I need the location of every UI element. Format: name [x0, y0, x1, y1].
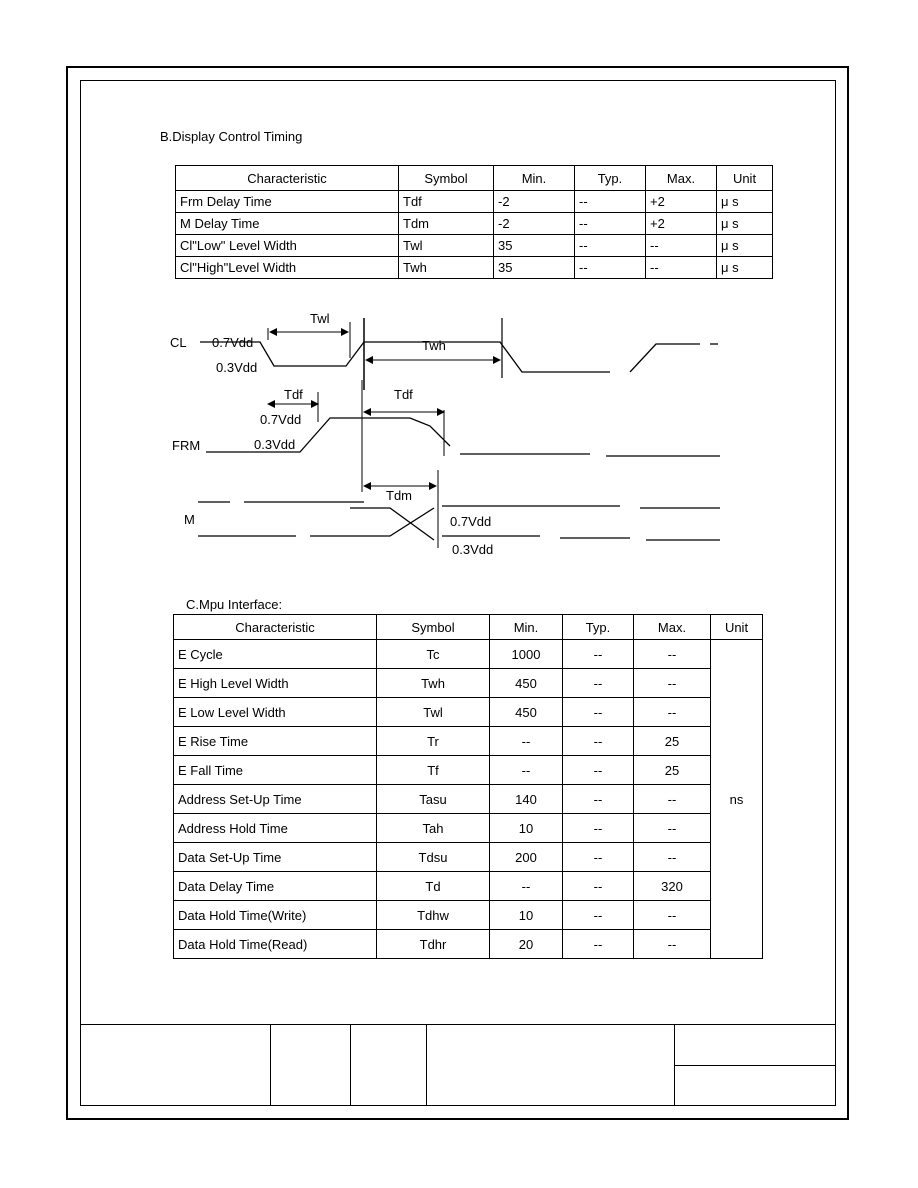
cell-symbol: Tdhw — [377, 901, 490, 930]
section-b-title: B.Display Control Timing — [160, 129, 303, 144]
cell-max: -- — [634, 640, 711, 669]
twl-label: Twl — [310, 311, 330, 326]
cell-max: 25 — [634, 756, 711, 785]
cell-typ: -- — [575, 235, 646, 257]
table-row — [174, 785, 763, 814]
cell-characteristic: Address Set-Up Time — [174, 785, 377, 814]
table-row — [174, 814, 763, 843]
cell-characteristic: Cl"Low" Level Width — [176, 235, 399, 257]
table-row — [174, 640, 763, 669]
cell-min: 35 — [494, 257, 575, 279]
cell-unit: μ s — [717, 257, 773, 279]
cl-03vdd-label: 0.3Vdd — [216, 360, 258, 375]
cell-characteristic: E Cycle — [174, 640, 377, 669]
cell-symbol: Tah — [377, 814, 490, 843]
tdf-label-right: Tdf — [394, 387, 413, 402]
cl-waveform — [200, 342, 718, 372]
table-row — [174, 669, 763, 698]
cell-max: -- — [634, 901, 711, 930]
cell-min: -2 — [494, 191, 575, 213]
cell-max: -- — [634, 843, 711, 872]
cell-characteristic: Data Delay Time — [174, 872, 377, 901]
table-row — [174, 843, 763, 872]
header-symbol: Symbol — [377, 615, 490, 640]
cell-typ: -- — [563, 640, 634, 669]
twh-label: Twh — [422, 338, 446, 353]
cell-symbol: Twh — [399, 257, 494, 279]
frm-label: FRM — [172, 438, 201, 453]
cl-label: CL — [170, 335, 187, 350]
m-07vdd-label: 0.7Vdd — [450, 514, 492, 529]
cell-unit: ns — [711, 640, 763, 959]
cell-characteristic: M Delay Time — [176, 213, 399, 235]
cell-typ: -- — [563, 930, 634, 959]
cell-min: -- — [490, 872, 563, 901]
cell-max: +2 — [646, 213, 717, 235]
title-block-split-line — [674, 1065, 836, 1066]
cell-max: -- — [634, 698, 711, 727]
cell-symbol: Twl — [377, 698, 490, 727]
cell-max: -- — [634, 785, 711, 814]
header-characteristic: Characteristic — [176, 166, 399, 191]
title-block — [80, 1024, 836, 1106]
cell-characteristic: Address Hold Time — [174, 814, 377, 843]
header-unit: Unit — [711, 615, 763, 640]
cell-typ: -- — [563, 785, 634, 814]
table-row — [176, 213, 773, 235]
cell-symbol: Td — [377, 872, 490, 901]
cell-symbol: Tasu — [377, 785, 490, 814]
cell-characteristic: E Fall Time — [174, 756, 377, 785]
cell-typ: -- — [563, 872, 634, 901]
cell-symbol: Tdf — [399, 191, 494, 213]
header-min: Min. — [490, 615, 563, 640]
cell-max: -- — [634, 814, 711, 843]
table-row — [174, 901, 763, 930]
cell-max: -- — [634, 930, 711, 959]
header-max: Max. — [646, 166, 717, 191]
cell-max: -- — [646, 235, 717, 257]
m-label: M — [184, 512, 195, 527]
cell-typ: -- — [575, 213, 646, 235]
table-row — [176, 191, 773, 213]
table-row — [176, 257, 773, 279]
cell-max: -- — [646, 257, 717, 279]
cell-symbol: Tdm — [399, 213, 494, 235]
table-row — [174, 727, 763, 756]
header-characteristic: Characteristic — [174, 615, 377, 640]
cell-symbol: Tdhr — [377, 930, 490, 959]
cell-typ: -- — [563, 669, 634, 698]
cell-symbol: Tr — [377, 727, 490, 756]
header-max: Max. — [634, 615, 711, 640]
cell-characteristic: E Low Level Width — [174, 698, 377, 727]
table-row — [174, 930, 763, 959]
cell-symbol: Tc — [377, 640, 490, 669]
cell-min: 20 — [490, 930, 563, 959]
cell-max: +2 — [646, 191, 717, 213]
cell-min: 450 — [490, 698, 563, 727]
cell-characteristic: E Rise Time — [174, 727, 377, 756]
cell-characteristic: Data Set-Up Time — [174, 843, 377, 872]
table-row — [174, 698, 763, 727]
cell-symbol: Tf — [377, 756, 490, 785]
cell-characteristic: Frm Delay Time — [176, 191, 399, 213]
cell-typ: -- — [563, 756, 634, 785]
cell-min: 1000 — [490, 640, 563, 669]
tdm-label: Tdm — [386, 488, 412, 503]
cell-min: 10 — [490, 814, 563, 843]
cell-max: -- — [634, 669, 711, 698]
frm-03vdd-label: 0.3Vdd — [254, 437, 296, 452]
display-timing-table — [175, 165, 773, 279]
cell-min: 450 — [490, 669, 563, 698]
table-row — [174, 756, 763, 785]
table-row — [176, 235, 773, 257]
cell-symbol: Tdsu — [377, 843, 490, 872]
m-03vdd-label: 0.3Vdd — [452, 542, 494, 557]
cell-typ: -- — [575, 191, 646, 213]
cell-characteristic: Cl"High"Level Width — [176, 257, 399, 279]
cell-typ: -- — [575, 257, 646, 279]
timing-diagram — [160, 300, 740, 570]
mpu-interface-table — [173, 614, 763, 959]
header-min: Min. — [494, 166, 575, 191]
tdf-label-left: Tdf — [284, 387, 303, 402]
cell-min: -2 — [494, 213, 575, 235]
cell-typ: -- — [563, 814, 634, 843]
cell-min: -- — [490, 727, 563, 756]
cell-unit: μ s — [717, 235, 773, 257]
table-row — [174, 872, 763, 901]
header-symbol: Symbol — [399, 166, 494, 191]
cell-typ: -- — [563, 727, 634, 756]
section-c-title: C.Mpu Interface: — [186, 597, 283, 612]
table-header-row — [176, 166, 773, 191]
cell-min: 10 — [490, 901, 563, 930]
cell-symbol: Twh — [377, 669, 490, 698]
cl-07vdd-label: 0.7Vdd — [212, 335, 254, 350]
cell-characteristic: E High Level Width — [174, 669, 377, 698]
title-block-divider — [270, 1024, 271, 1106]
title-block-top-line — [80, 1024, 836, 1025]
cell-symbol: Twl — [399, 235, 494, 257]
cell-min: -- — [490, 756, 563, 785]
cell-max: 25 — [634, 727, 711, 756]
table-header-row — [174, 615, 763, 640]
header-typ: Typ. — [575, 166, 646, 191]
cell-typ: -- — [563, 843, 634, 872]
cell-typ: -- — [563, 901, 634, 930]
cell-characteristic: Data Hold Time(Write) — [174, 901, 377, 930]
cell-max: 320 — [634, 872, 711, 901]
cell-min: 140 — [490, 785, 563, 814]
title-block-divider — [426, 1024, 427, 1106]
cell-min: 200 — [490, 843, 563, 872]
title-block-divider — [350, 1024, 351, 1106]
header-unit: Unit — [717, 166, 773, 191]
header-typ: Typ. — [563, 615, 634, 640]
frm-07vdd-label: 0.7Vdd — [260, 412, 302, 427]
cell-min: 35 — [494, 235, 575, 257]
cell-typ: -- — [563, 698, 634, 727]
cell-characteristic: Data Hold Time(Read) — [174, 930, 377, 959]
cell-unit: μ s — [717, 213, 773, 235]
cell-unit: μ s — [717, 191, 773, 213]
